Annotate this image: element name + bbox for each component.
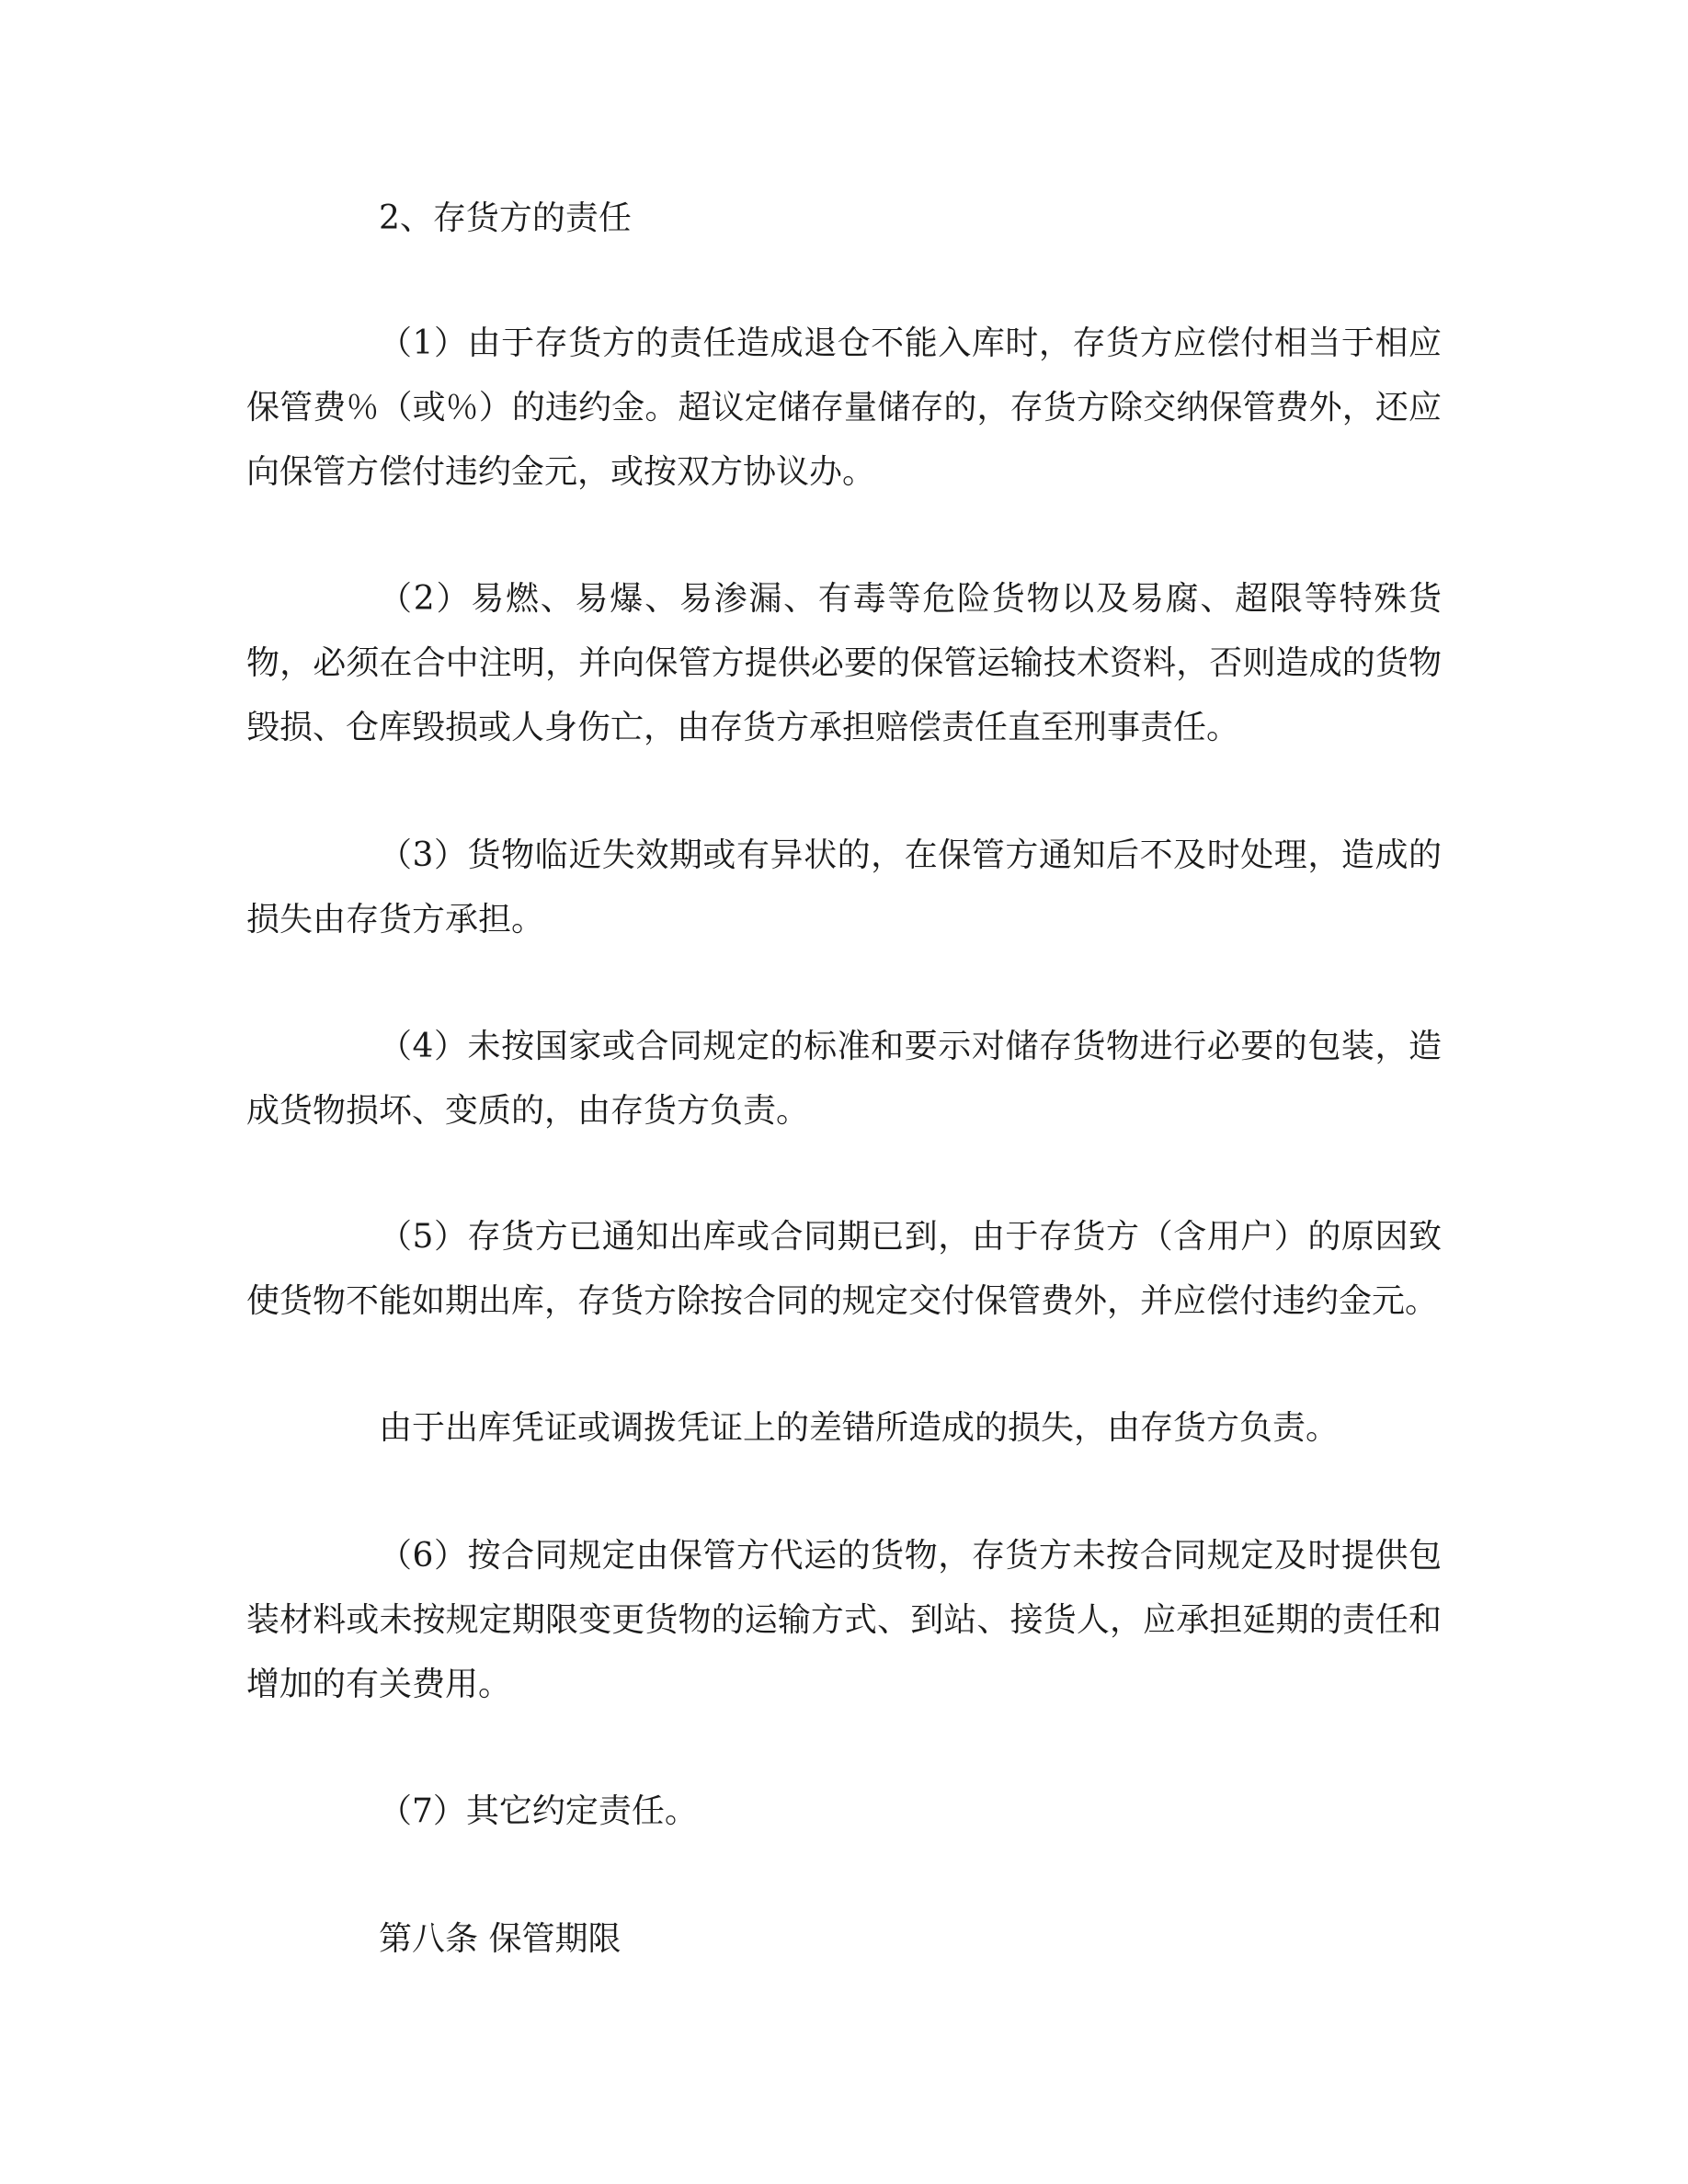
clause-7-paragraph: （7）其它约定责任。 xyxy=(379,1792,698,1830)
article-8-heading: 第八条 保管期限 xyxy=(379,1920,622,1958)
clause-1-paragraph: （1）由于存货方的责任造成退仓不能入库时，存货方应偿付相当于相应保管费％（或％）的违约金。超议定储存量储存的，存货方除交纳保管费外，还应向保管方偿付违约金元，或按双方协议办。 xyxy=(246,324,1442,491)
clause-5-paragraph: （5）存货方已通知出库或合同期已到，由于存货方（含用户）的原因致使货物不能如期出库，存货方除按合同的规定交付保管费外，并应偿付违约金元。 xyxy=(246,1218,1442,1320)
clause-4-paragraph: （4）未按国家或合同规定的标准和要示对储存货物进行必要的包装，造成货物损坏、变质的，由存货方负责。 xyxy=(246,1028,1442,1130)
clause-2-paragraph: （2）易燃、易爆、易渗漏、有毒等危险货物以及易腐、超限等特殊货物，必须在合中注明，并向保管方提供必要的保管运输技术资料，否则造成的货物毁损、仓库毁损或人身伤亡，由存货方承担赔偿责任直至刑事责任。 xyxy=(246,580,1442,746)
clause-5-note-paragraph: 由于出库凭证或调拨凭证上的差错所造成的损失，由存货方负责。 xyxy=(379,1409,1340,1447)
clause-6-paragraph: （6）按合同规定由保管方代运的货物，存货方未按合同规定及时提供包装材料或未按规定期限变更货物的运输方式、到站、接货人，应承担延期的责任和增加的有关费用。 xyxy=(246,1537,1442,1703)
clause-3-paragraph: （3）货物临近失效期或有异状的，在保管方通知后不及时处理，造成的损失由存货方承担。 xyxy=(246,836,1442,938)
section-heading: 2、存货方的责任 xyxy=(379,199,632,237)
